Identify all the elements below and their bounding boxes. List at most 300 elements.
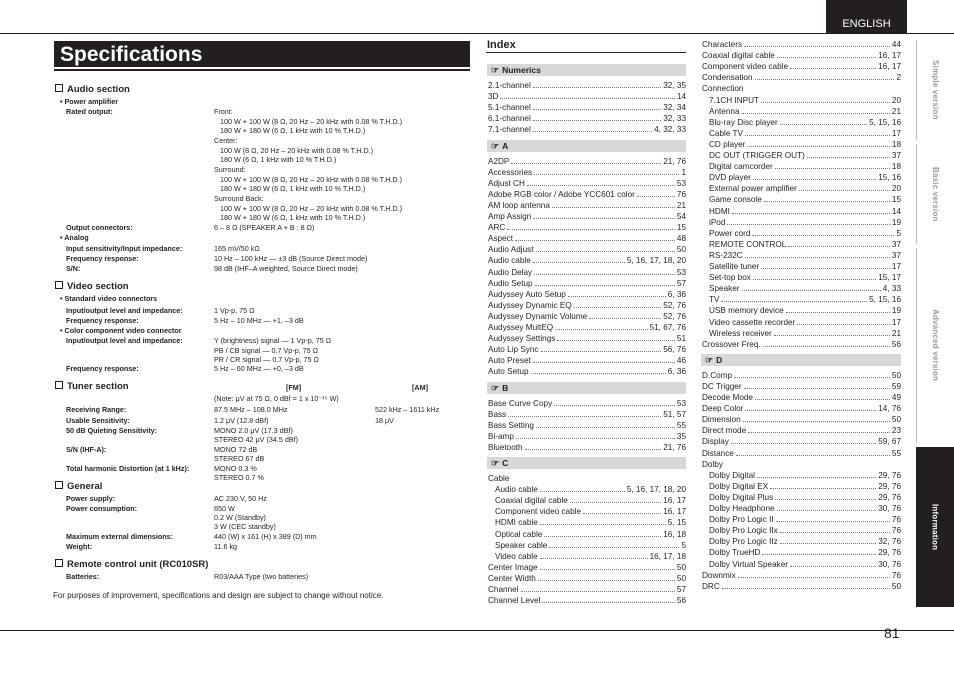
dot-leader: [748, 425, 890, 433]
dot-leader: [797, 317, 890, 325]
dot-leader: [527, 178, 675, 186]
dot-leader: [570, 495, 661, 503]
index-entry[interactable]: [488, 178, 686, 189]
tab-basic-version[interactable]: [916, 144, 954, 244]
index-entry[interactable]: [702, 50, 901, 61]
output-connectors-label: Output connectors:: [66, 223, 133, 232]
dot-leader: [533, 102, 661, 110]
dot-leader: [763, 339, 890, 347]
index-pages: 2: [896, 73, 901, 83]
index-pages: 16, 17: [663, 507, 686, 517]
checkbox-icon: [55, 559, 63, 567]
language-label: ENGLISH: [842, 18, 891, 30]
dot-leader: [525, 442, 662, 450]
dot-leader: [761, 95, 890, 103]
index-entry[interactable]: [709, 283, 901, 294]
index-entry[interactable]: [709, 139, 901, 150]
index-entry[interactable]: [709, 117, 901, 128]
quieting-sensitivity-mono: MONO 2.0 μV (17.3 dBf): [214, 426, 293, 435]
index-entry[interactable]: [702, 370, 901, 381]
index-term: Dolby Pro Logic II: [709, 515, 774, 525]
index-entry[interactable]: [488, 344, 686, 355]
index-entry[interactable]: [709, 183, 901, 194]
index-entry[interactable]: [488, 431, 686, 442]
index-term: Dolby Headphone: [709, 504, 775, 513]
dot-leader: [533, 80, 661, 88]
input-sensitivity-value: 165 mV/50 kΩ: [214, 244, 260, 253]
index-term: USB memory device: [709, 306, 784, 316]
tab-information[interactable]: [916, 447, 954, 607]
video-io-label: Input/output level and impedance:: [66, 306, 183, 315]
index-entry[interactable]: [495, 517, 686, 528]
index-entry[interactable]: [488, 366, 686, 377]
dot-leader: [776, 514, 890, 522]
index-term: Audio Adjust: [488, 245, 534, 255]
index-entry[interactable]: [488, 573, 686, 584]
index-term: Auto Lip Sync: [488, 345, 539, 355]
pointing-hand-icon: ☞: [705, 354, 714, 365]
index-entry[interactable]: [488, 200, 686, 211]
index-entry[interactable]: [488, 113, 686, 124]
index-term: Speaker cable: [495, 540, 548, 550]
index-pages: 50: [676, 573, 686, 583]
index-term: Audio cable: [495, 485, 538, 495]
index-term: Auto Preset: [488, 356, 531, 366]
output-connectors-value: 6 – 8 Ω (SPEAKER A + B : 8 Ω): [214, 223, 315, 232]
dot-leader: [774, 328, 890, 336]
index-pages: 51, 67, 76: [649, 323, 686, 332]
index-entry[interactable]: [709, 106, 901, 117]
index-letter-header: [487, 457, 686, 469]
dot-leader: [540, 562, 675, 570]
index-entry[interactable]: [709, 294, 901, 305]
dot-leader: [534, 167, 679, 175]
index-term: Dolby Virtual Speaker: [709, 559, 789, 569]
index-term: Dolby Digital: [709, 470, 755, 480]
dot-leader: [542, 595, 675, 603]
index-entry[interactable]: [702, 392, 901, 403]
index-letter-label: B: [502, 382, 509, 393]
index-pages: 32, 76: [878, 537, 901, 547]
index-entry[interactable]: [488, 300, 686, 311]
dot-leader: [540, 551, 648, 559]
index-entry[interactable]: [709, 128, 901, 139]
index-entry[interactable]: [488, 442, 686, 453]
index-term: Accessories: [488, 167, 533, 177]
index-pages: 55: [676, 420, 686, 430]
index-pages: 53: [676, 398, 686, 408]
index-entry[interactable]: [495, 495, 686, 506]
remote-section-heading: [55, 559, 208, 570]
rated-value: 180 W + 180 W (6 Ω, 1 kHz with 10 % T.H.D.): [220, 126, 366, 135]
dot-leader: [777, 50, 876, 58]
index-entry[interactable]: [488, 278, 686, 289]
index-entry[interactable]: [488, 222, 686, 233]
page-number: 81: [884, 625, 900, 641]
index-term: Decode Mode: [702, 393, 753, 402]
dot-leader: [534, 267, 675, 275]
dot-leader: [753, 172, 876, 180]
index-entry[interactable]: [495, 551, 686, 562]
index-term: Connection: [702, 84, 744, 94]
index-entry[interactable]: [702, 83, 901, 94]
dot-leader: [574, 300, 662, 308]
sn-value: 98 dB (IHF–A weighted, Source Direct mode): [214, 264, 358, 273]
dot-leader: [799, 183, 890, 191]
dot-leader: [511, 156, 661, 164]
index-entry[interactable]: [702, 425, 901, 436]
index-entry[interactable]: [709, 536, 901, 547]
dot-leader: [775, 492, 876, 500]
dot-leader: [807, 150, 890, 158]
input-sensitivity-label: Input sensitivity/Input impedance:: [66, 244, 183, 253]
rated-value: 100 W (8 Ω, 20 Hz – 20 kHz with 0.08 % T.H.D.): [220, 146, 374, 155]
index-entry[interactable]: [488, 398, 686, 409]
index-pages: 19: [891, 306, 901, 316]
dot-leader: [554, 398, 675, 406]
index-letter-header: [701, 354, 901, 366]
footnote: For purposes of improvement, specifications and design are subject to change without notice.: [53, 591, 384, 600]
dot-leader: [540, 517, 666, 525]
index-entry[interactable]: [709, 503, 901, 514]
tab-simple-version[interactable]: [916, 40, 954, 140]
index-entry[interactable]: [702, 581, 901, 592]
index-entry[interactable]: [709, 328, 901, 339]
index-term: 7.1CH INPUT: [709, 95, 760, 105]
index-pages: 15: [676, 223, 686, 233]
index-term: Component video cable: [495, 507, 582, 517]
index-letter-label: A: [502, 140, 509, 151]
index-pages: 55: [891, 448, 901, 458]
index-entry[interactable]: [709, 470, 901, 481]
index-term: Coaxial digital cable: [702, 51, 775, 61]
dot-leader: [745, 128, 890, 136]
index-entry[interactable]: [709, 492, 901, 503]
index-entry[interactable]: [488, 189, 686, 200]
tuner-sn-stereo: STEREO 67 dB: [214, 454, 265, 463]
index-entry[interactable]: [488, 124, 686, 135]
dot-leader: [743, 414, 890, 422]
dot-leader: [790, 61, 876, 69]
index-pages: 48: [676, 234, 686, 244]
index-term: 3D: [488, 92, 499, 102]
index-entry[interactable]: [709, 261, 901, 272]
index-entry[interactable]: [488, 211, 686, 222]
dot-leader: [533, 355, 675, 363]
dot-leader: [752, 228, 894, 236]
dot-leader: [540, 484, 625, 492]
dot-leader: [755, 392, 890, 400]
quieting-sensitivity-stereo: STEREO 42 μV (34.5 dBf): [214, 435, 299, 444]
index-term: Bass Setting: [488, 420, 534, 430]
index-pages: 15: [891, 195, 901, 205]
index-entry[interactable]: [702, 448, 901, 459]
index-term: Dolby Pro Logic IIx: [709, 526, 778, 536]
index-entry[interactable]: [495, 529, 686, 540]
index-letter-label: D: [716, 354, 723, 365]
index-pages: 18: [891, 139, 901, 149]
index-term: Video cassette recorder: [709, 317, 796, 327]
rated-value: 100 W + 100 W (8 Ω, 20 Hz – 20 kHz with 0.08 % T.H.D.): [220, 117, 403, 126]
index-entry[interactable]: [488, 267, 686, 278]
standard-video-sub: • Standard video connectors: [60, 294, 158, 303]
component-freq-value: 5 Hz – 60 MHz — +0, –3 dB: [214, 364, 304, 373]
index-entry[interactable]: [488, 91, 686, 102]
video-io-value: 1 Vp-p, 75 Ω: [214, 306, 255, 315]
dot-leader: [533, 124, 652, 132]
index-term: RS-232C: [709, 250, 743, 260]
index-term: A2DP: [488, 156, 510, 166]
dot-leader: [745, 250, 890, 258]
index-term: 6.1-channel: [488, 114, 531, 124]
index-term: Audyssey Auto Setup: [488, 289, 566, 299]
index-entry[interactable]: [709, 317, 901, 328]
index-term: REMOTE CONTROL: [709, 239, 787, 249]
dot-leader: [727, 217, 890, 225]
index-pages: 16, 17: [878, 51, 901, 61]
index-pages: 56: [676, 596, 686, 606]
dot-leader: [755, 72, 895, 80]
index-pages: 23: [891, 426, 901, 436]
rated-center-label: Center:: [214, 136, 238, 145]
index-entry[interactable]: [709, 481, 901, 492]
power-consumption-value: 3 W (CEC standby): [214, 522, 276, 531]
index-entry[interactable]: [488, 333, 686, 344]
index-entry[interactable]: [709, 305, 901, 316]
dot-leader: [753, 272, 876, 280]
index-entry[interactable]: [709, 547, 901, 558]
dot-leader: [731, 436, 876, 444]
index-entry[interactable]: [709, 206, 901, 217]
dot-leader: [764, 194, 890, 202]
index-term: Dolby TrueHD: [709, 548, 761, 558]
index-entry[interactable]: [495, 540, 686, 551]
index-pages: 19: [891, 217, 901, 227]
dot-leader: [533, 113, 661, 121]
index-pages: 59, 67: [878, 437, 901, 447]
index-entry[interactable]: [488, 473, 686, 484]
index-entry[interactable]: [709, 194, 901, 205]
index-entry[interactable]: [488, 80, 686, 91]
index-entry[interactable]: [702, 61, 901, 72]
index-term: HDMI cable: [495, 518, 538, 528]
index-entry[interactable]: [702, 459, 901, 470]
index-entry[interactable]: [488, 156, 686, 167]
dot-leader: [552, 200, 675, 208]
index-entry[interactable]: [488, 311, 686, 322]
index-entry[interactable]: [709, 250, 901, 261]
index-pages: 16, 17: [878, 62, 901, 72]
index-term: Amp Assign: [488, 212, 532, 221]
receiving-range-am: 522 kHz – 1611 kHz: [375, 405, 440, 414]
index-entry[interactable]: [709, 514, 901, 525]
index-term: Bluetooth: [488, 442, 523, 452]
index-pages: 37: [891, 239, 901, 249]
index-pages: 76: [676, 189, 686, 199]
power-consumption-value: 650 W: [214, 504, 235, 513]
index-pages: 20: [891, 95, 901, 105]
index-entry[interactable]: [709, 525, 901, 536]
index-entry[interactable]: [488, 244, 686, 255]
dot-leader: [732, 206, 890, 214]
footer-rule: [0, 630, 954, 631]
index-entry[interactable]: [702, 436, 901, 447]
index-pages: 5, 16, 17, 18, 20: [626, 485, 686, 495]
index-entry[interactable]: [709, 217, 901, 228]
index-pages: 29, 76: [878, 481, 901, 491]
dot-leader: [541, 344, 662, 352]
index-pages: 30, 76: [878, 559, 901, 569]
index-pages: 53: [676, 267, 686, 277]
usable-sensitivity-am: 18 μV: [375, 416, 394, 425]
dimensions-value: 440 (W) x 161 (H) x 389 (D) mm: [214, 532, 317, 541]
power-supply-label: Power supply:: [66, 494, 116, 503]
index-pages: 15, 16: [878, 173, 901, 183]
power-supply-value: AC 230 V, 50 Hz: [214, 494, 267, 503]
index-entry[interactable]: [702, 381, 901, 392]
index-term: D.Comp: [702, 370, 733, 380]
index-entry[interactable]: [488, 562, 686, 573]
tab-label: Simple version: [931, 60, 940, 120]
index-pages: 21, 76: [663, 156, 686, 166]
index-entry[interactable]: [488, 233, 686, 244]
pointing-hand-icon: ☞: [491, 140, 500, 151]
index-entry[interactable]: [702, 72, 901, 83]
index-pages: 50: [891, 370, 901, 380]
index-entry[interactable]: [702, 39, 901, 50]
index-pages: 6, 36: [667, 289, 686, 299]
index-entry[interactable]: [709, 95, 901, 106]
index-pages: 1: [681, 167, 686, 177]
language-badge: [826, 0, 907, 33]
index-pages: 59: [891, 381, 901, 391]
index-term: Base Curve Copy: [488, 398, 553, 408]
index-pages: 6, 36: [667, 367, 686, 377]
index-term: Wireless receiver: [709, 328, 772, 338]
index-pages: 14, 76: [878, 404, 901, 414]
dot-leader: [788, 239, 890, 247]
dot-leader: [508, 409, 661, 417]
tab-advanced-version[interactable]: [916, 248, 954, 443]
index-entry[interactable]: [488, 255, 686, 266]
index-entry[interactable]: [495, 506, 686, 517]
index-pages: 5: [896, 228, 901, 238]
dot-leader: [762, 547, 876, 555]
index-term: Direct mode: [702, 426, 747, 436]
index-entry[interactable]: [488, 289, 686, 300]
dot-leader: [637, 189, 675, 197]
dot-leader: [516, 431, 675, 439]
index-term: Channel Level: [488, 596, 541, 606]
index-term: Downmix: [702, 570, 736, 580]
index-pages: 29, 76: [878, 470, 901, 480]
index-entry[interactable]: [488, 595, 686, 606]
index-term: Speaker: [709, 284, 740, 294]
index-pages: 44: [891, 40, 901, 49]
index-pages: 53: [676, 178, 686, 188]
fm-header: [FM]: [286, 383, 302, 392]
dot-leader: [533, 211, 675, 219]
index-term: ARC: [488, 223, 506, 233]
index-entry[interactable]: [702, 570, 901, 581]
index-entry[interactable]: [702, 414, 901, 425]
index-entry[interactable]: [488, 167, 686, 178]
index-pages: 4, 33: [882, 284, 901, 294]
page-title: Specifications: [54, 41, 470, 67]
index-pages: 20: [891, 184, 901, 194]
index-entry[interactable]: [709, 559, 901, 570]
index-entry[interactable]: [488, 355, 686, 366]
dot-leader: [589, 311, 661, 319]
index-term: Audyssey Settings: [488, 334, 556, 344]
dot-leader: [536, 244, 675, 252]
index-pages: 21: [891, 106, 901, 116]
dot-leader: [736, 448, 890, 456]
index-pages: 50: [676, 562, 686, 572]
index-term: Dolby Digital Plus: [709, 492, 774, 502]
index-entry[interactable]: [709, 161, 901, 172]
rated-surround-back-label: Surround Back:: [214, 194, 264, 203]
index-entry[interactable]: [488, 102, 686, 113]
component-io-value: Y (brightness) signal — 1 Vp-p, 75 Ω: [214, 336, 332, 345]
receiving-range-label: Receiving Range:: [66, 405, 127, 414]
index-letter-header: [487, 140, 686, 152]
index-entry[interactable]: [709, 239, 901, 250]
video-freq-label: Frequency response:: [66, 316, 139, 325]
index-entry[interactable]: [709, 228, 901, 239]
dot-leader: [761, 261, 890, 269]
rated-value: 100 W + 100 W (8 Ω, 20 Hz – 20 kHz with 0.08 % T.H.D.): [220, 175, 403, 184]
index-entry[interactable]: [702, 403, 901, 414]
index-pages: 29, 76: [878, 548, 901, 558]
general-section-heading: [55, 481, 102, 492]
index-term: Characters: [702, 40, 743, 49]
pointing-hand-icon: ☞: [491, 458, 500, 468]
index-entry[interactable]: [488, 420, 686, 431]
dot-leader: [549, 540, 679, 548]
index-term: Dolby: [702, 459, 723, 469]
power-amp-sub: • Power amplifier: [60, 97, 119, 106]
index-entry[interactable]: [488, 584, 686, 595]
heading-text: Remote control unit (RC010SR): [67, 559, 209, 570]
index-entry[interactable]: [495, 484, 686, 495]
index-term: Bi-amp: [488, 431, 514, 441]
index-entry[interactable]: [709, 150, 901, 161]
index-term: Distance: [702, 448, 734, 458]
dot-leader: [538, 573, 675, 581]
dot-leader: [777, 503, 877, 511]
index-entry[interactable]: [488, 322, 686, 333]
index-term: Power cord: [709, 228, 751, 238]
heading-text: Tuner section: [67, 381, 129, 392]
index-entry[interactable]: [709, 272, 901, 283]
dot-leader: [757, 470, 876, 478]
index-entry[interactable]: [488, 409, 686, 420]
dot-leader: [734, 370, 890, 378]
dot-leader: [507, 222, 675, 230]
tuner-section-heading: [55, 381, 129, 392]
index-term: 7.1-channel: [488, 125, 531, 135]
rated-output-label: Rated output:: [66, 107, 113, 116]
receiving-range-fm: 87.5 MHz – 108.0 MHz: [214, 405, 288, 414]
index-pages: 57: [676, 278, 686, 288]
index-pages: 18: [891, 162, 901, 172]
index-entry[interactable]: [709, 172, 901, 183]
audio-section-heading: [55, 84, 130, 95]
index-entry[interactable]: [702, 339, 901, 350]
index-letter-label: Numerics: [502, 65, 541, 75]
tab-label: Advanced version: [931, 309, 940, 382]
